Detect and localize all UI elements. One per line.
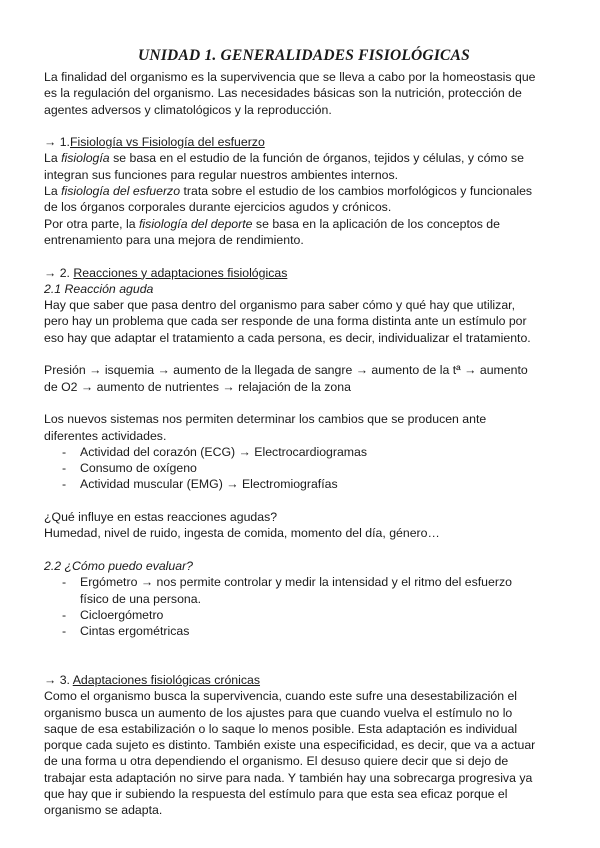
systems-list: [44, 444, 564, 493]
evaluation-list: [44, 574, 564, 639]
text-line: es la regulación del organismo. Las necesidades básicas son la nutrición, protección de: [44, 86, 522, 101]
text-line: La fisiología se basa en el estudio de la función de órganos, tejidos y células, y cómo se: [44, 151, 524, 166]
subsection-2-2-title: 2.2 ¿Cómo puedo evaluar?: [44, 558, 194, 573]
section-3-title: Adaptaciones fisiológicas crónicas: [72, 672, 261, 687]
text-line: Como el organismo busca la supervivencia, cuando este sufre una desestabilización el: [44, 689, 518, 704]
answer-text: Humedad, nivel de ruido, ingesta de comida, momento del día, género…: [44, 526, 440, 541]
text-line: diferentes actividades.: [44, 428, 167, 443]
list-item: - Actividad del corazón (ECG) → Electrocardiogramas: [44, 444, 564, 460]
text-line: organismo busca un aumento de los ajustes para que cuando vuelva el estímulo no lo: [44, 705, 513, 720]
text-line: integran sus funciones para regular nuestros ambientes internos.: [44, 167, 399, 182]
section-1-title: Fisiología vs Fisiología del esfuerzo: [69, 135, 265, 150]
list-item: - Ergómetro → nos permite controlar y medir la intensidad y el ritmo del esfuerzo físico de una persona.: [44, 574, 564, 607]
text-line: de O2 → aumento de nutrientes → relajación de la zona: [44, 379, 351, 394]
text-line: eso hay que adaptar el tratamiento a cada persona, es decir, individualizar el tratamiento.: [44, 330, 531, 345]
text-line: que hay que ir subiendo la respuesta del estímulo para que esta sea eficaz porque el: [44, 787, 508, 802]
list-item: - Consumo de oxígeno: [44, 460, 564, 476]
subsection-2-1-title: 2.1 Reacción aguda: [44, 281, 154, 296]
section-1-heading: [44, 134, 564, 150]
text-line: saque de esa estabilización o lo saque lo menos posible. Esta adaptación es individual: [44, 721, 518, 736]
section-2-heading: [44, 265, 564, 281]
text-line: La finalidad del organismo es la supervivencia que se lleva a cabo por la homeostasis que: [44, 70, 536, 84]
text-line: Por otra parte, la fisiología del deporte se basa en la aplicación de los conceptos de: [44, 216, 500, 231]
text-line: entrenamiento para una mejora de rendimiento.: [44, 232, 304, 247]
text-line: organismo se adapta.: [44, 803, 163, 818]
document-page: [44, 46, 564, 819]
question-text: ¿Qué influye en estas reacciones agudas?: [44, 510, 278, 525]
document-title: UNIDAD 1. GENERALIDADES FISIOLÓGICAS: [138, 47, 470, 64]
text-line: de los órganos corporales durante ejercicios agudos y crónicos.: [44, 200, 392, 215]
text-line: de una forma u otra dependiendo el organismo. El desuso quiere decir que si dejo de: [44, 754, 509, 769]
section-2-title: Reacciones y adaptaciones fisiológicas: [73, 265, 288, 280]
text-line: Los nuevos sistemas nos permiten determinar los cambios que se producen ante: [44, 412, 487, 427]
text-line: pero hay un problema que cada ser responde de una forma distinta ante un estímulo por: [44, 314, 527, 329]
right-arrow-icon: → 1.: [44, 135, 70, 150]
section-3-paragraph: [44, 688, 564, 818]
text-line: porque cada sujeto es distinto. También existe una especificidad, es decir, que va a actuar: [44, 738, 536, 753]
intro-paragraph: [44, 69, 564, 118]
list-item: - Cicloergómetro: [44, 607, 564, 623]
list-item: - Cintas ergométricas: [44, 623, 564, 639]
text-line: trabajar esta adaptación no sirve para nada. Y también hay una sobrecarga progresiva ya: [44, 770, 533, 785]
right-arrow-icon: → 3.: [44, 672, 73, 687]
right-arrow-icon: → 2.: [44, 265, 74, 280]
text-line: agentes adversos y climatológicos y la reproducción.: [44, 102, 332, 117]
section-3-heading: [44, 672, 564, 688]
text-line: Hay que saber que pasa dentro del organismo para saber cómo y qué hay que utilizar,: [44, 298, 515, 313]
text-line: La fisiología del esfuerzo trata sobre el estudio de los cambios morfológicos y funcionales: [44, 184, 533, 199]
text-line: Presión → isquemia → aumento de la llegada de sangre → aumento de la tª → aumento: [44, 363, 528, 378]
list-item: - Actividad muscular (EMG) → Electromiografías: [44, 476, 564, 492]
